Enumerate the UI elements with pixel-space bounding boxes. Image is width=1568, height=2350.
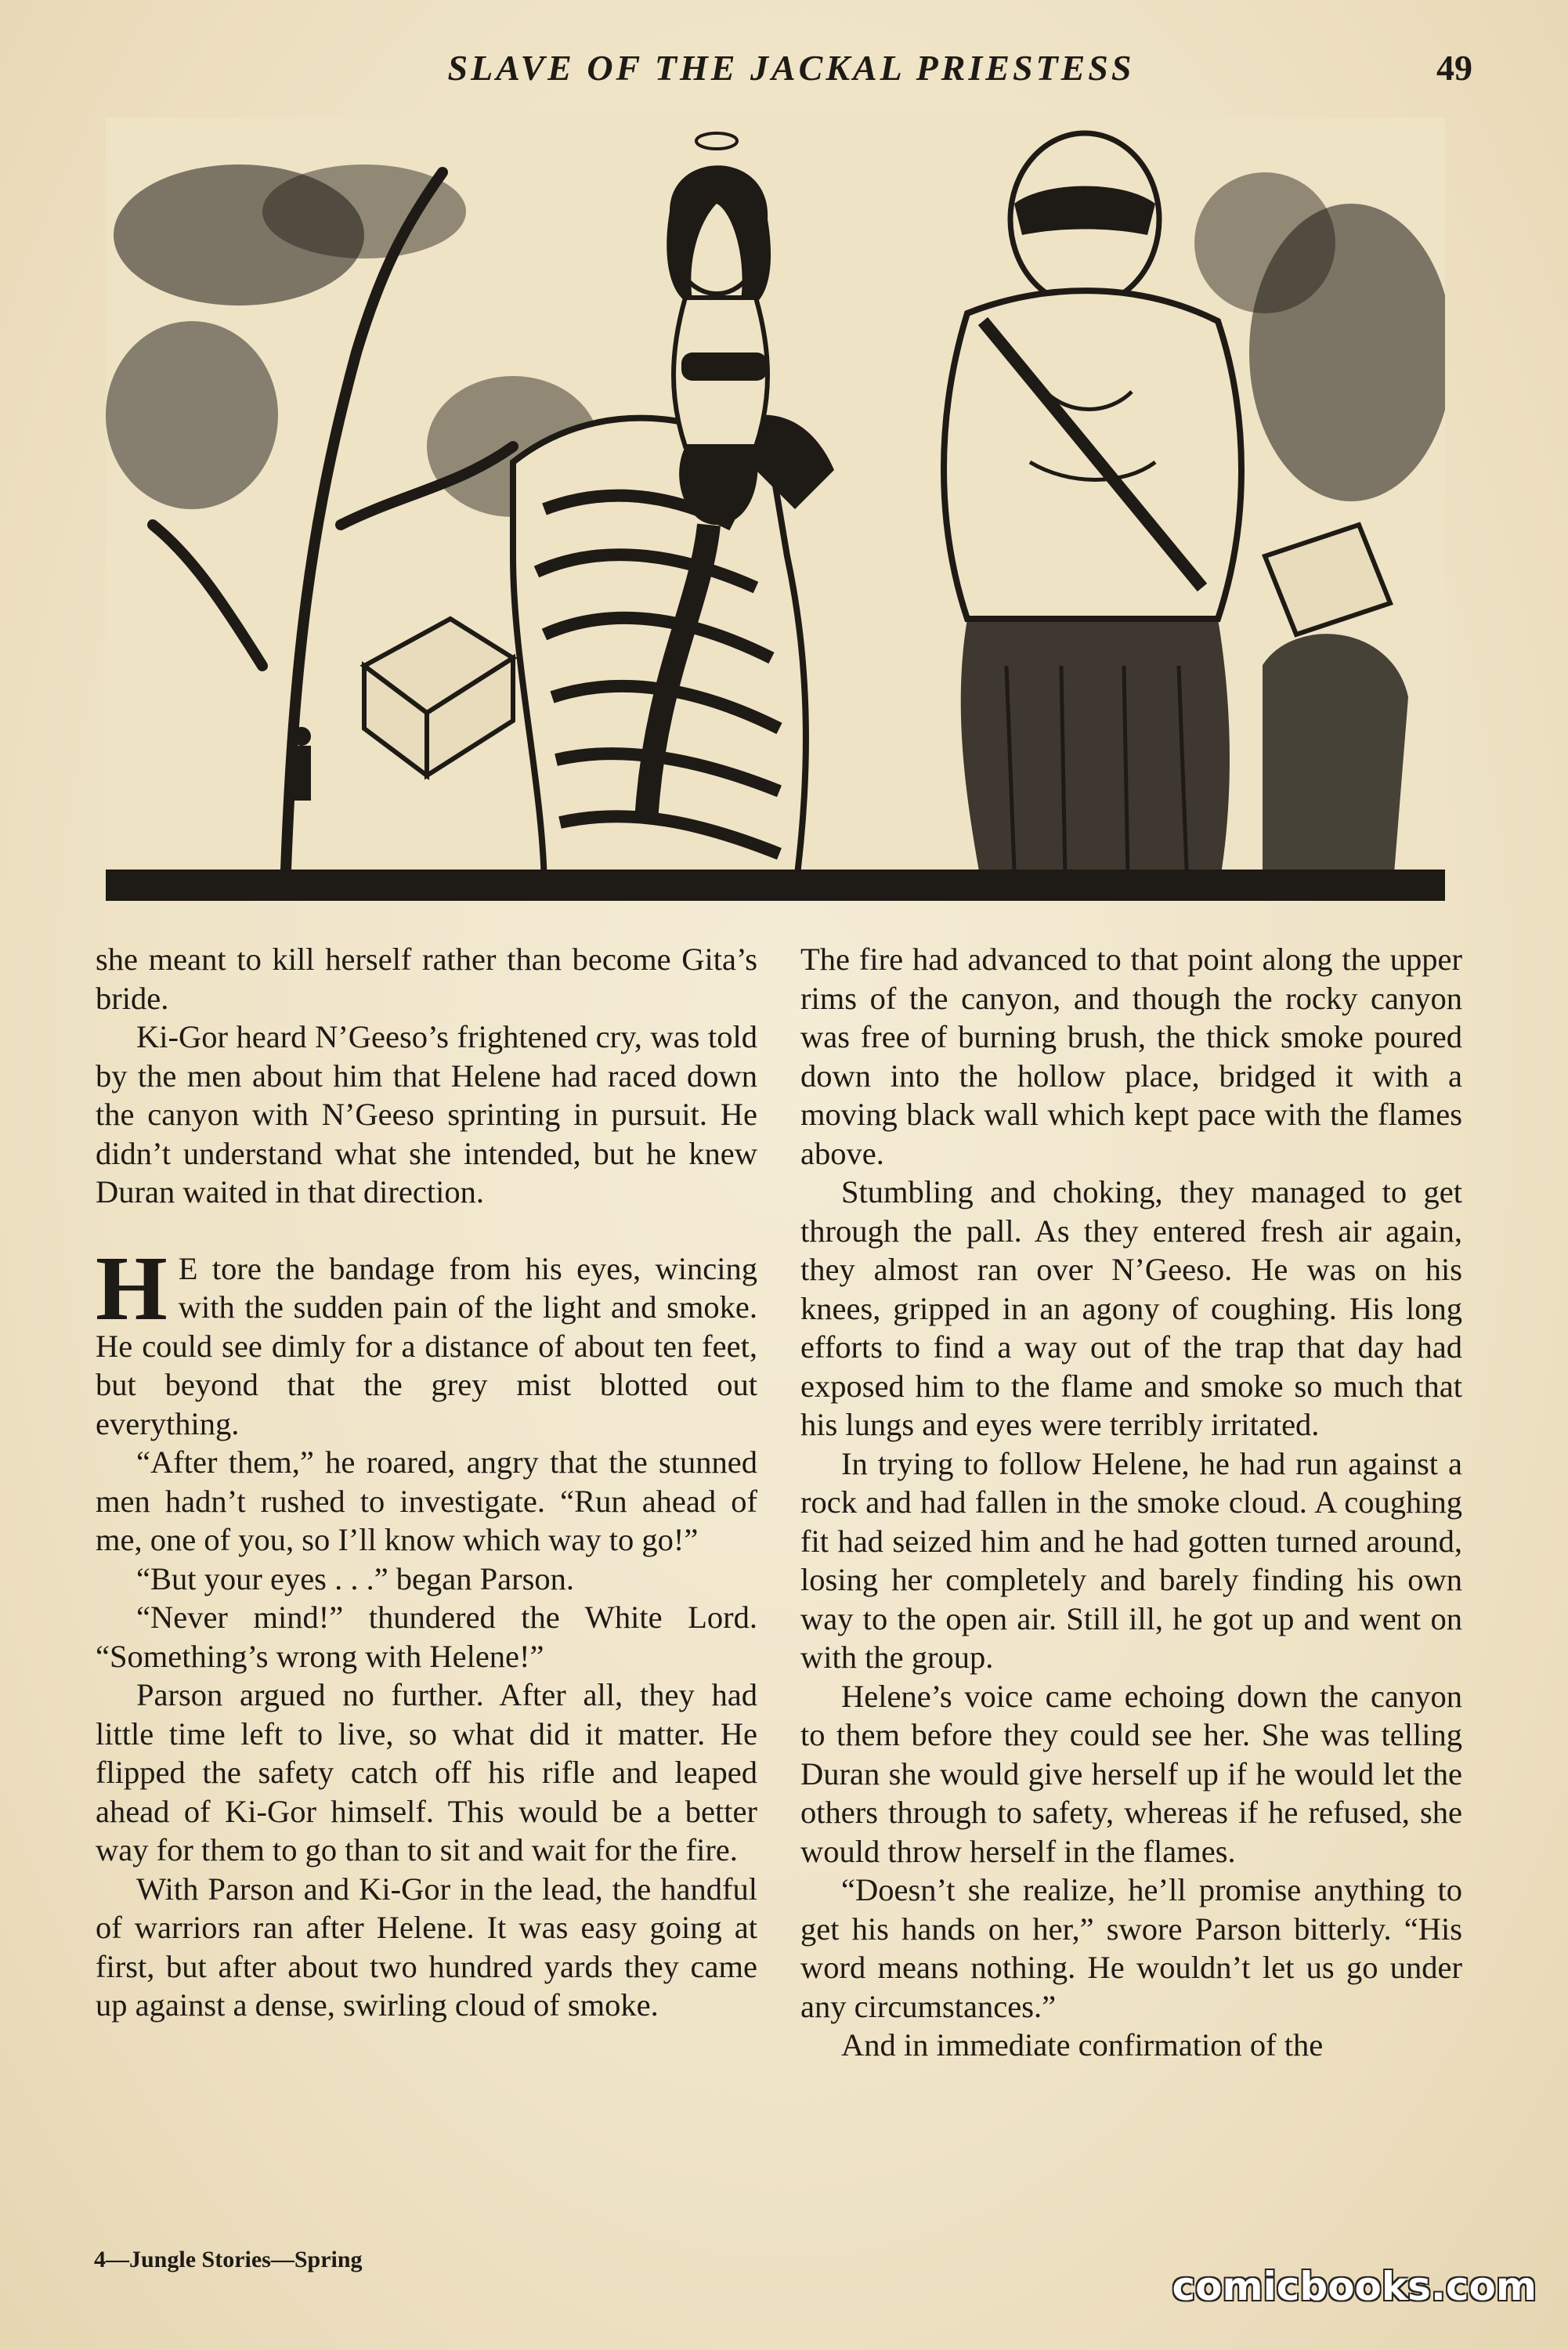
right-text-column [800,940,1462,2065]
paragraph: Helene’s voice came echoing down the canyon to them before they could see her. She was telling Duran she would give herself up if he would let the others through to safety, whereas if he refused, she would throw herself in the flames. [800,1678,1462,1869]
illustration-drawing [106,118,1445,901]
distant-figure [292,727,311,801]
watermark: comicbooks.com [1172,2264,1537,2309]
running-head [94,47,1488,102]
paragraph: Parson argued no further. After all, they had little time left to live, so what did it matter. He flipped the safety catch off his rifle and leaped ahead of Ki-Gor himself. This would be a better way for them to go than to sit and wait for the fire. [96,1677,757,1867]
paragraph: With Parson and Ki-Gor in the lead, the handful of warriors ran after Helene. It was easy going at first, but after about two hundred yards they came up against a dense, swirling cloud of smoke. [96,1871,757,2023]
paragraph: “After them,” he roared, angry that the stunned men hadn’t rushed to investigate. “Run ahead of me, one of you, so I’ll know which way to go!” [96,1444,757,1557]
page-number: 49 [1436,48,1472,88]
paragraph: “Never mind!” thundered the White Lord. “Something’s wrong with Helene!” [96,1600,757,1674]
paragraph: The fire had advanced to that point along the upper rims of the canyon, and though the rocky canyon was free of burning brush, the thick smoke poured down into the hollow place, bridged it with a moving black wall which kept pace with the flames above. [800,942,1462,1171]
running-title: SLAVE OF THE JACKAL PRIESTESS [447,48,1135,88]
paragraph-text: E tore the bandage from his eyes, wincing with the sudden pain of the light and smoke. He could see dimly for a distance of about ten feet, but beyond that the grey mist blotted out everything. [96,1250,757,1441]
drop-cap: H [96,1236,168,1340]
paragraph: And in immediate confirmation of the [841,2027,1324,2063]
paragraph: In trying to follow Helene, he had run against a rock and had fallen in the smoke cloud. A coughing fit had seized him and he had gotten turned around, losing her completely and barely finding his own way to the open air. Still ill, he got up and went on with the group. [800,1445,1462,1675]
footer-credit: 4—Jungle Stories—Spring [94,2247,363,2272]
story-illustration [106,118,1445,901]
paragraph: she meant to kill herself rather than become Gita’s bride. [96,942,757,1016]
left-text-column [96,940,757,2025]
paragraph: Stumbling and choking, they managed to get through the pall. As they entered fresh air again, they almost ran over N’Geeso. He was on his knees, gripped in an agony of coughing. His long efforts to find a way out of the trap that day had exposed him to the flame and smoke so much that his lungs and eyes were terribly irritated. [800,1174,1462,1442]
paragraph: Ki-Gor heard N’Geeso’s frightened cry, was told by the men about him that Helene had raced down the canyon with N’Geeso sprinting in pursuit. He didn’t understand what she intended, but he knew Duran waited in that direction. [96,1019,757,1209]
paragraph: “But your eyes . . .” began Parson. [136,1560,574,1596]
paragraph: “Doesn’t she realize, he’ll promise anything to get his hands on her,” swore Parson bitterly. “His word means nothing. He wouldn’t let us go under any circumstances.” [800,1872,1462,2024]
paragraph-dropcap [96,1236,757,1444]
ground [106,870,1445,901]
